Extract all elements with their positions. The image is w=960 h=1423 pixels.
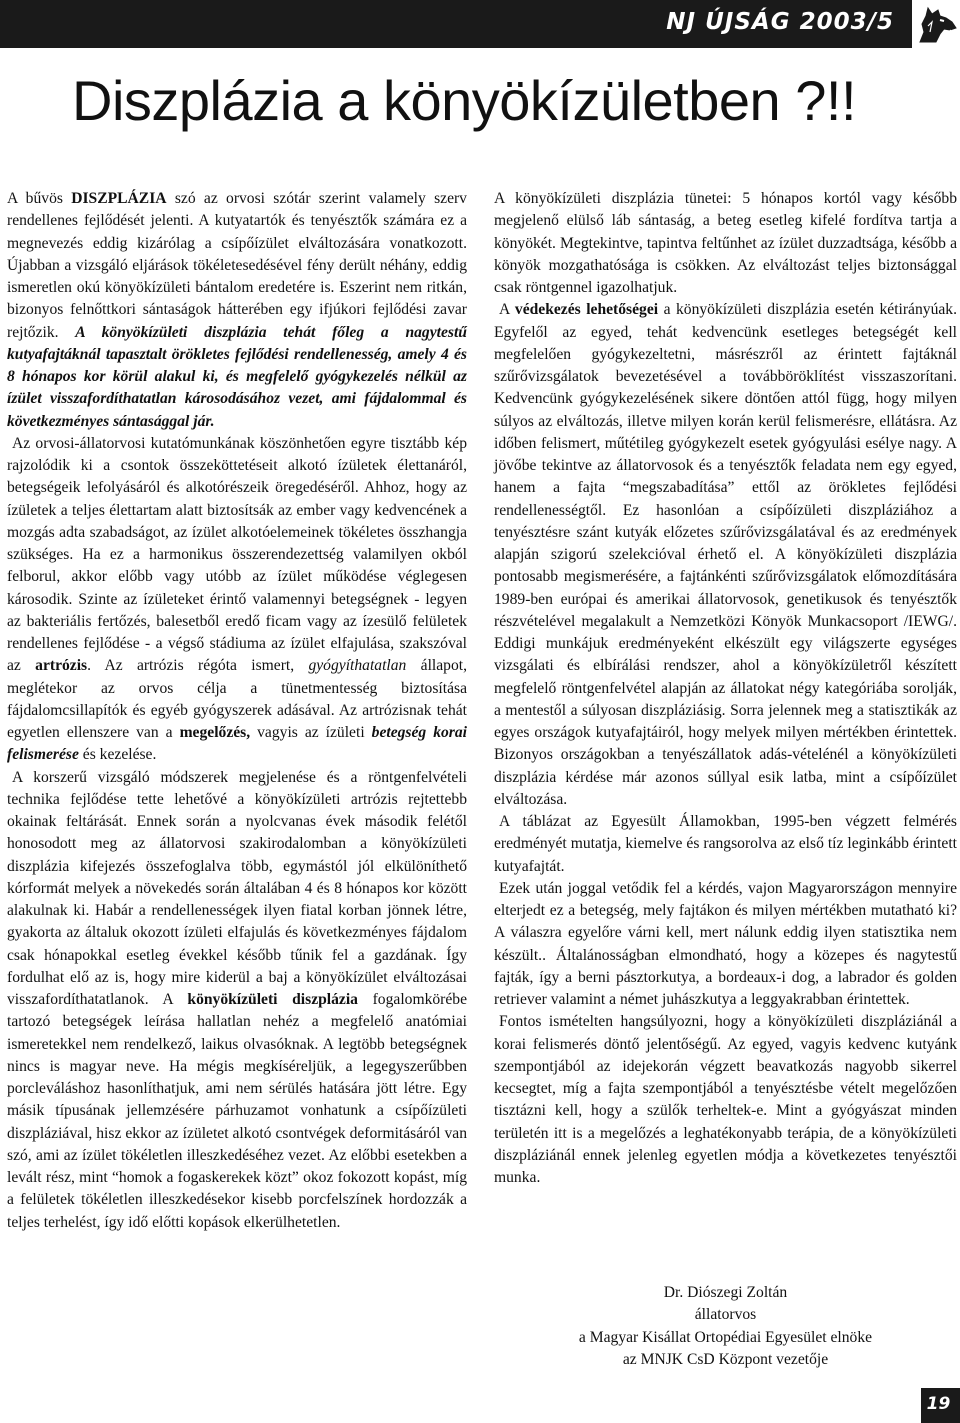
article-paragraph: A könyökízületi diszplázia tünetei: 5 hónapos kortól vagy később megjelenő elülső láb sántaság, a beteg esetleg kifelé fordítva tartja a könyökét. Megtekintve, tapintva feltűnhet az ízület duzzadtsága, később a könyök mozgathatósága is csökken. Az elváltozást teljes biztonsággal csak röntgennel igazolhatjuk. (494, 190, 957, 296)
article-paragraph: A korszerű vizsgáló módszerek megjelenése és a röntgenfelvételi technika fejlődése tette lehetővé a könyökízületi artrózis rejtettebb okainak feltárását. Ennek során a nyolcvanas évek második felétől honosodott meg az állatorvosi szakirodalomban a könyökízületi diszplázia kifejezés összefoglalva több, egymástól jól elkülöníthető kórformát melyek a növekedés során általában 4 és 8 hónapos kor között alakulnak ki. Habár a rendellenességek ilyen fiatal korban jönnek létre, gyakorta az általuk okozott ízületi elfajulás és következményes fájdalom csak hónapokkal esetleg évekkel később tűnik fel a gazdának. Így fordulhat elő az is, hogy mire kiderül a baj a könyökízület elváltozásai visszafordíthatatlanok. A könyökízületi diszplázia fogalomkörébe tartozó betegségek leírása hallatlan nehéz a megfelelő anatómiai ismeretekkel nem rendelkező, laikus olvasóknak. A legtöbb betegségnek nincs is magyar neve. Ha mégis megkíséreljük, a legegyszerűbben porcleváláshoz hasonlíthatjuk, ami nem sérülés hatására jött létre. Egy másik típusának jellemzésére párhuzamot vonhatunk a csípőízületi diszpláziával, hisz ekkor az ízületet alkotó csontvégek deformitásáról van szó, ami az ízület tökéletlen illeszkedéséhez vezet. Az előbbi esetekben a levált rész, mint “homok a fogaskerekek közt” okoz fokozott kopást, míg a felületek tökéletlen illeszkedésekor kisebb porcfelszínek hordozzák a teljes terhelést, így idő előtti kopások elkerülhetetlen. (7, 768, 468, 1231)
right-column (494, 188, 957, 1189)
header-band (0, 0, 912, 48)
author-signature (494, 1282, 957, 1371)
author-profession: állatorvos (694, 1306, 757, 1324)
author-role-1: a Magyar Kisállat Ortopédiai Egyesület elnöke (578, 1328, 873, 1346)
magazine-issue-label: NJ ÚJSÁG 2003/5 (666, 9, 894, 35)
author-name: Dr. Diószegi Zoltán (663, 1284, 788, 1301)
page-number: 19 (926, 1394, 951, 1414)
dog-head-icon (914, 2, 958, 46)
author-role-2: az MNJK CsD Központ vezetője (622, 1350, 829, 1368)
article-title: Diszplázia a könyökízületben ?!! (72, 69, 856, 132)
article-paragraph: Az orvosi-állatorvosi kutatómunkának köszönhetően egyre tisztább kép rajzolódik ki a csontok összeköttetéseit alkotó ízületek élettanáról, betegségeik lefolyásáról és alkotórészeik öregedéséről. Ahhoz, hogy az ízületek a teljes élettartam alatt biztosítsák az ember vagy kedvencének a mozgás adta szabadságot, az ízület alkotóelemeinek tökéletes összhangja szükséges. Ha ez a harmonikus összerendezettség valamilyen okból felborul, akkor előbb vagy utóbb az ízület működése véglegesen károsodik. Szinte az ízületeket érintő valamennyi betegségnek - legyen az bakteriális fertőzés, balesetből eredő ficam vagy az ízesülő felületek rendellenes fejlődése - a végső stádiuma az ízület elfajulása, szakszóval az artrózis. Az artrózis régóta ismert, gyógyíthatatlan állapot, meglétekor az orvos célja a tünetmentesség biztosítása fájdalomcsillapítók és egyéb gyógyszerek adásával. Az artrózisnak tehát egyetlen ellenszere van a megelőzés, vagyis az ízületi betegség korai felismerése és kezelése. (7, 434, 467, 764)
article-paragraph: A védekezés lehetőségei a könyökízületi diszplázia esetén kétirányúak. Egyfelől az egyed, tehát kedvencünk esetleges betegségét kell megfelelően gyógykezeltetni, másrészről az érintett fajtáknál szűrővizsgálatok bevezetésével a továbböröklítést visszaszorítani. Kedvencünk gyógykezelésének sikere döntően attól függ, hogy milyen súlyos az elváltozás, illetve milyen korán kerül felismerésre, ellátásra. Az időben felismert, műtétileg gyógykezelt esetek gyógyulási esélye nagy. A jövőbe tekintve az állatorvosok és a tenyésztők feladata nem egy egyed, hanem a fajta “megszabadítása” ettől az örökletes fejlődési rendellenességtől. Ez hasonlóan a csípőízületi diszpláziához a tenyésztésre szánt kutyák előzetes szűrővizsgálatával és az eredmények alapján szigorú szelekcióval érhető el. A könyökízületi diszplázia pontosabb megismerésére, a fajtánkénti szűrővizsgálatok előmozdítására 1989-ben európai és amerikai állatorvosok, genetikusok és tenyésztők részvételével megalakult a Nemzetközi Könyök Munkacsoport /IEWG/. Eddigi munkájuk eredményeként elkészült egy világszerte egységes vizsgálati és elbírálási rendszer, ahol a könyökízületről készített megfelelő röntgenfelvétel alapján az állatokat négy kategóriába sorolják, a mentestől a súlyosan diszpláziásig. Sorra jelennek meg a statisztikák az egyes országok kutyafajtáiról, hogy melyek milyen mértékben érintettek. Bizonyos országokban a tenyészállatok adás-vételénél a könyökízületi diszplázia kérdése már azonos súllyal esik latba, mint a csípőízület elváltozása. (494, 301, 957, 808)
left-column (7, 188, 467, 1234)
article-paragraph: A bűvös DISZPLÁZIA szó az orvosi szótár szerint valamely szerv rendellenes fejlődését jelenti. A kutyatartók és tenyésztők számára ez a megnevezés eddig kizárólag a csípőízület elváltozására vonatkozott. Újabban a vizsgáló eljárások tökéletesedésével fény derült néhány, eddig ismeretlen okú könyökízületi bántalom eredetére is. Eszerint nem ritkán, bizonyos felnőttkori sántaságok hátterében egy ifjúkori fejlődési zavar rejtőzik. A könyökízületi diszplázia tehát főleg a nagytestű kutyafajtáknál tapasztalt örökletes fejlődési rendellenesség, amely 4 és 8 hónapos kor körül alakul ki, és megfelelő gyógykezelés nélkül az ízület visszafordíthatatlan károsodásához vezet, ami fájdalommal és következményes sántasággal jár. (7, 190, 467, 430)
page-number-box (921, 1388, 960, 1423)
article-paragraph: A táblázat az Egyesült Államokban, 1995-ben végzett felmérés eredményét mutatja, kiemelve és rangsorolva az első tíz leginkább érintett kutyafajtát. (494, 813, 957, 875)
article-paragraph: Ezek után joggal vetődik fel a kérdés, vajon Magyarországon mennyire elterjedt ez a betegség, mely fajtákon és milyen mértékben mutatható ki? A válaszra egyelőre várni kell, mert nálunk eddig ilyen statisztika nem készült.. Általánosságban elmondható, hogy a közepes és nagytestű fajták, így a berni pásztorkutya, a bordeaux-i dog, a labrador és golden retriever valamint a német juhászkutya a leggyakrabban érintettek. (494, 879, 957, 1008)
article-paragraph: Fontos ismételten hangsúlyozni, hogy a könyökízületi diszpláziánál a korai felismerés döntő jelentőségű. Az egyed, vagyis kedvenc kutyánk szempontjából az idejekorán végzett beavatkozás nagyobb sikerrel kecsegtet, míg a fajta szempontjából a tenyésztésbe vételt megelőzően tisztázni kell, hogy a szülők terheltek-e. Mint a gyógyászat minden területén itt is a megelőzés a leghatékonyabb terápia, de a könyökízületi diszpláziánál ennek jelenleg egyetlen módja a következetes tenyésztői munka. (494, 1013, 957, 1186)
